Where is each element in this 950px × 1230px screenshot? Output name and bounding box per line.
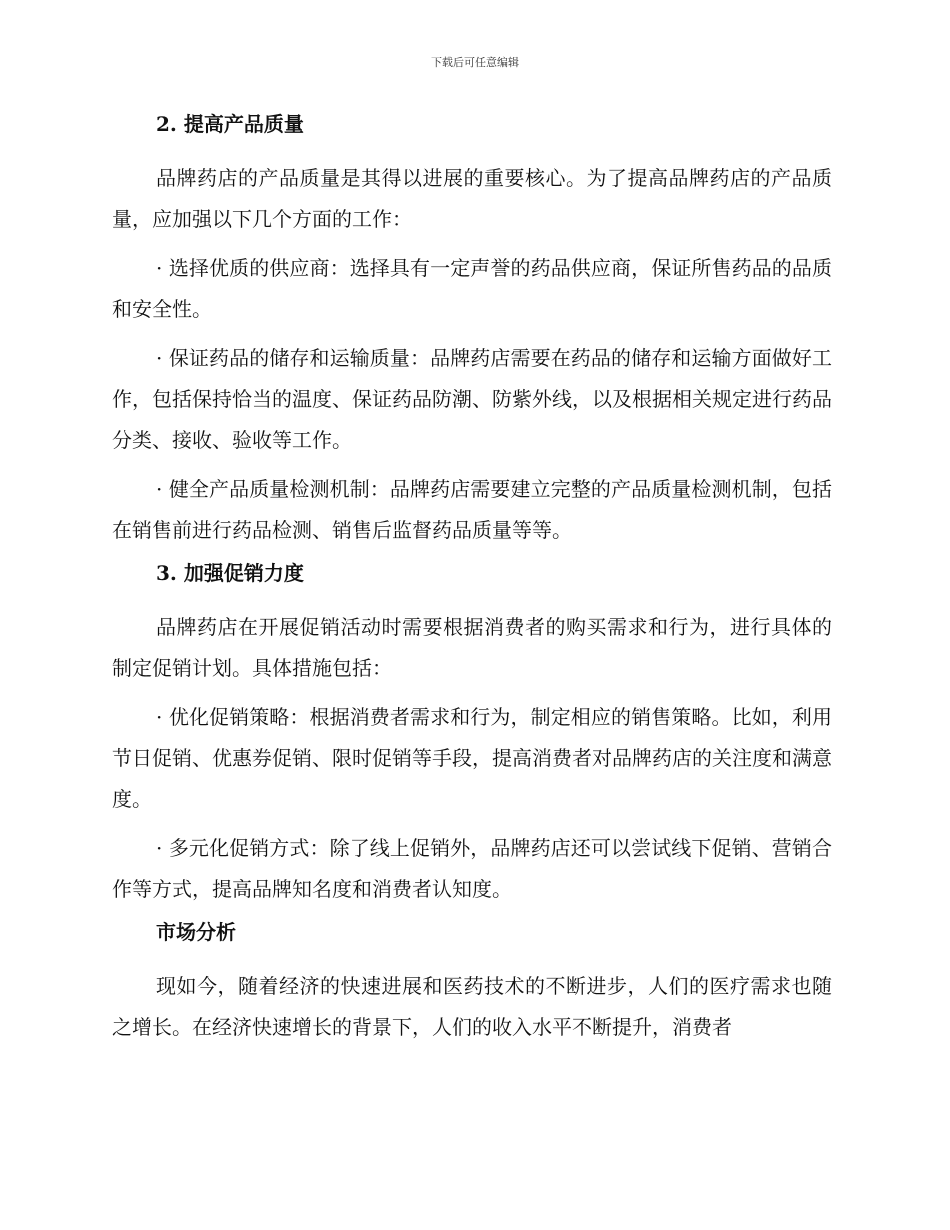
bullet-paragraph: · 优化促销策略：根据消费者需求和行为，制定相应的销售策略。比如，利用节日促销、优惠券促销、限时促销等手段，提高消费者对品牌药店的关注度和满意度。: [112, 705, 832, 811]
section-heading: 3. 加强促销力度: [156, 561, 304, 585]
bullet-paragraph: · 保证药品的储存和运输质量：品牌药店需要在药品的储存和运输方面做好工作，包括保持恰当的温度、保证药品防潮、防紫外线，以及根据相关规定进行药品分类、接收、验收等工作。: [112, 346, 832, 452]
section-heading: 市场分析: [156, 920, 236, 944]
document-body: [112, 110, 832, 1056]
paragraph: 品牌药店的产品质量是其得以进展的重要核心。为了提高品牌药店的产品质量，应加强以下几个方面的工作：: [112, 166, 832, 231]
bullet-paragraph: · 选择优质的供应商：选择具有一定声誉的药品供应商，保证所售药品的品质和安全性。: [112, 256, 832, 321]
paragraph: 品牌药店在开展促销活动时需要根据消费者的购买需求和行为，进行具体的制定促销计划。具体措施包括：: [112, 615, 832, 680]
bullet-paragraph: · 多元化促销方式：除了线上促销外，品牌药店还可以尝试线下促销、营销合作等方式，提高品牌知名度和消费者认知度。: [112, 836, 832, 901]
bullet-paragraph: · 健全产品质量检测机制：品牌药店需要建立完整的产品质量检测机制，包括在销售前进行药品检测、销售后监督药品质量等等。: [112, 477, 832, 542]
section-heading: 2. 提高产品质量: [156, 112, 304, 136]
paragraph: 现如今，随着经济的快速进展和医药技术的不断进步，人们的医疗需求也随之增长。在经济快速增长的背景下，人们的收入水平不断提升，消费者: [112, 974, 832, 1039]
header-note: 下载后可任意编辑: [431, 56, 519, 69]
